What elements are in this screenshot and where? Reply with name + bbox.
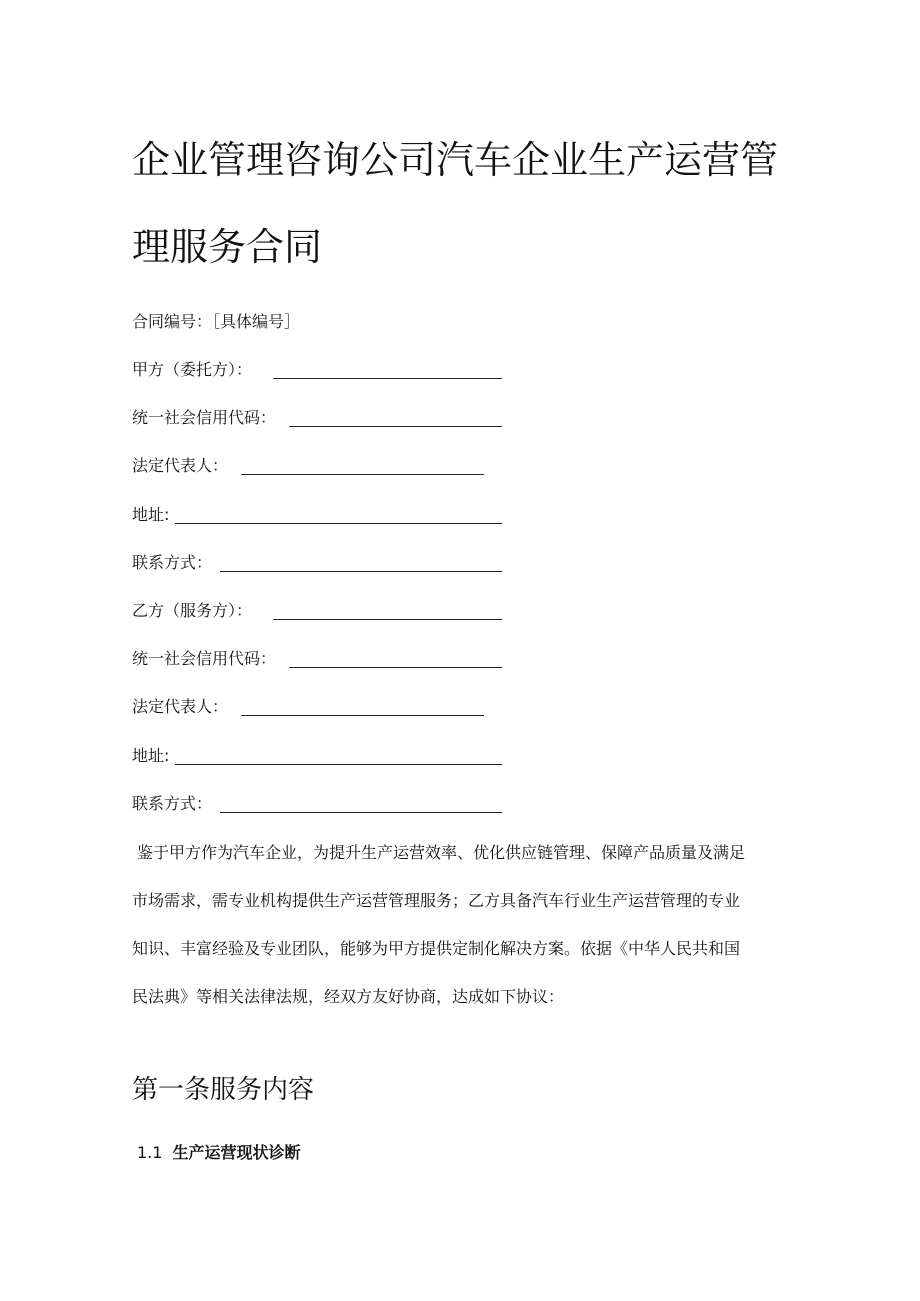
contract-number: 合同编号：［具体编号］ (132, 312, 301, 331)
party-a-name-blank[interactable] (273, 378, 502, 379)
party-a-name-label: 甲方（委托方）： (132, 360, 253, 379)
party-b-legal-rep-label: 法定代表人： (132, 697, 229, 716)
party-a-credit-code-label: 统一社会信用代码： (132, 408, 277, 427)
party-a-address-blank[interactable] (175, 523, 502, 524)
preamble-line-2: 市场需求，需专业机构提供生产运营管理服务；乙方具备汽车行业生产运营管理的专业 (132, 891, 741, 910)
preamble-line-4: 民法典》等相关法律法规，经双方友好协商，达成如下协议： (132, 987, 565, 1006)
party-a-credit-code-blank[interactable] (289, 426, 502, 427)
party-a-legal-rep-blank[interactable] (241, 474, 484, 475)
section-1-heading: 第一条服务内容 (132, 1075, 315, 1105)
party-b-credit-code-label: 统一社会信用代码： (132, 649, 277, 668)
document-title-line-2: 理服务合同 (132, 225, 323, 269)
preamble-line-3: 知识、丰富经验及专业团队，能够为甲方提供定制化解决方案。依据《中华人民共和国 (132, 939, 741, 958)
subsection-1-1-title: 生产运营现状诊断 (172, 1143, 301, 1162)
party-b-contact-label: 联系方式： (132, 794, 213, 813)
party-b-name-blank[interactable] (273, 619, 502, 620)
party-a-contact-label: 联系方式： (132, 553, 213, 572)
party-b-address-label: 地址: (132, 746, 170, 765)
party-b-name-label: 乙方（服务方）： (132, 601, 253, 620)
subsection-1-1 (137, 1142, 300, 1164)
party-a-contact-blank[interactable] (220, 571, 502, 572)
subsection-1-1-number: 1.1 (137, 1143, 163, 1162)
party-a-address-label: 地址: (132, 505, 170, 524)
preamble-line-1: 鉴于甲方作为汽车企业，为提升生产运营效率、优化供应链管理、保障产品质量及满足 (137, 843, 746, 862)
party-b-address-blank[interactable] (175, 764, 502, 765)
party-b-legal-rep-blank[interactable] (241, 715, 484, 716)
document-title-line-1: 企业管理咨询公司汽车企业生产运营管 (132, 138, 779, 182)
party-b-credit-code-blank[interactable] (289, 667, 502, 668)
party-a-legal-rep-label: 法定代表人： (132, 456, 229, 475)
party-b-contact-blank[interactable] (220, 812, 502, 813)
